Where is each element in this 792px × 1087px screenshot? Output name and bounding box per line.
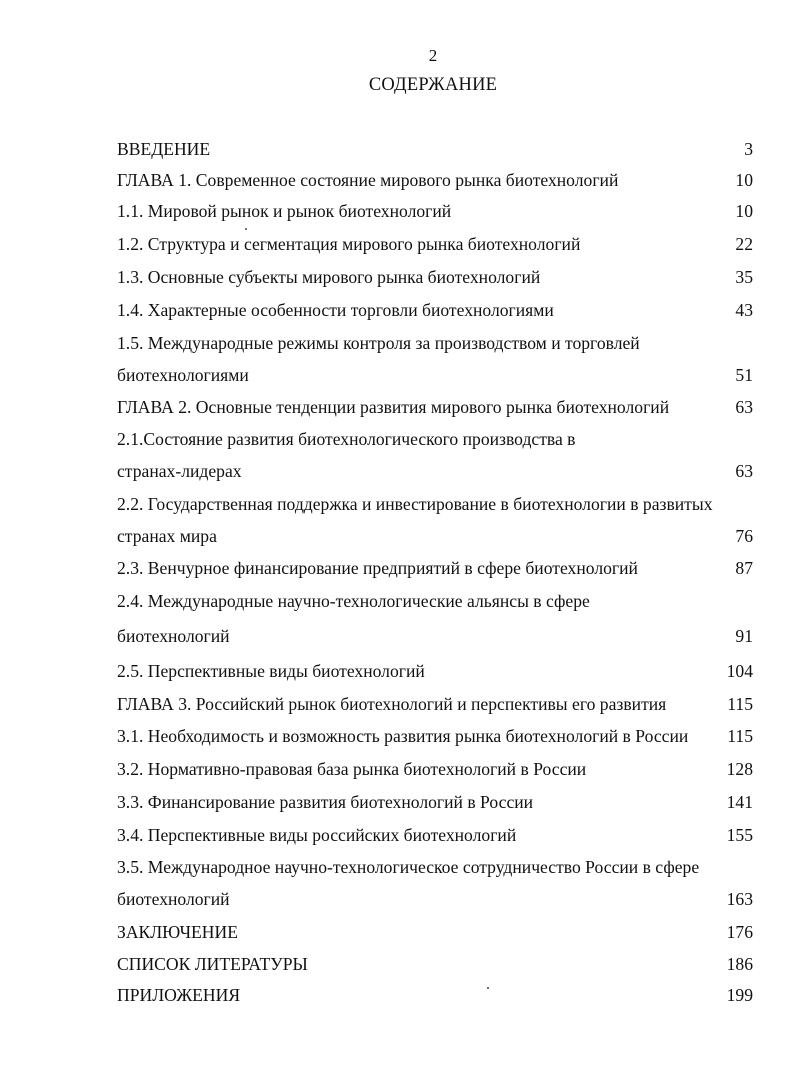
toc-entry-title: 2.5. Перспективные виды биотехнологий <box>117 661 425 681</box>
toc-entry-page: 163 <box>726 889 753 909</box>
toc-entry-title: ПРИЛОЖЕНИЯ <box>117 985 241 1005</box>
toc-entry-appendices[interactable] <box>117 983 753 1007</box>
toc-entry-title-continued: биотехнологий <box>117 889 230 909</box>
toc-entry-page: 91 <box>735 626 753 646</box>
toc-entry-page: 115 <box>727 694 753 714</box>
toc-entry-references[interactable] <box>117 952 753 976</box>
toc-entry-1-5-line-1[interactable] <box>117 331 753 355</box>
toc-entry-2-4-line-2[interactable] <box>117 624 753 648</box>
toc-entry-page: 141 <box>726 792 753 812</box>
toc-entry-3-1[interactable] <box>117 724 753 748</box>
toc-entry-page: 186 <box>726 954 753 974</box>
toc-entry-page: 176 <box>726 922 753 942</box>
toc-entry-title-continued: странах-лидерах <box>117 461 242 481</box>
toc-entry-title: 3.3. Финансирование развития биотехнологий в России <box>117 792 534 812</box>
page-number: 2 <box>428 46 438 65</box>
toc-entry-2-2-line-2[interactable] <box>117 524 753 548</box>
toc-entry-page: 3 <box>744 139 753 159</box>
toc-entry-title: ГЛАВА 1. Современное состояние мирового рынка биотехнологий <box>117 170 619 190</box>
toc-entry-page: 76 <box>735 526 753 546</box>
toc-entry-page: 51 <box>735 365 753 385</box>
scan-speck <box>487 987 489 989</box>
toc-entry-chapter-1[interactable] <box>117 168 753 192</box>
toc-entry-3-4[interactable] <box>117 823 753 847</box>
toc-entry-title-continued: странах мира <box>117 526 217 546</box>
toc-entry-title: 3.5. Международное научно-технологическое сотрудничество России в сфере <box>117 857 700 877</box>
toc-entry-2-3[interactable] <box>117 556 753 580</box>
toc-entry-title: ГЛАВА 2. Основные тенденции развития мирового рынка биотехнологий <box>117 397 670 417</box>
toc-entry-title: 2.2. Государственная поддержка и инвестирование в биотехнологии в развитых <box>117 494 713 514</box>
toc-entry-title: 2.1.Состояние развития биотехнологического производства в <box>117 429 576 449</box>
toc-entry-3-3[interactable] <box>117 790 753 814</box>
toc-entry-1-4[interactable] <box>117 298 753 322</box>
toc-entry-chapter-3[interactable] <box>117 692 753 716</box>
toc-entry-title-continued: биотехнологиями <box>117 365 249 385</box>
toc-entry-title: 2.3. Венчурное финансирование предприятий в сфере биотехнологий <box>117 558 638 578</box>
toc-entry-title: 3.2. Нормативно-правовая база рынка биотехнологий в России <box>117 759 587 779</box>
toc-entry-title: 2.4. Международные научно-технологические альянсы в сфере <box>117 591 590 611</box>
toc-entry-chapter-2[interactable] <box>117 395 753 419</box>
page-title: СОДЕРЖАНИЕ <box>368 75 498 95</box>
toc-entry-title: 1.4. Характерные особенности торговли биотехнологиями <box>117 300 554 320</box>
toc-entry-page: 199 <box>726 985 753 1005</box>
toc-entry-page: 87 <box>735 558 753 578</box>
toc-entry-conclusion[interactable] <box>117 920 753 944</box>
scan-speck <box>245 228 247 230</box>
toc-entry-3-5-line-2[interactable] <box>117 887 753 911</box>
toc-entry-page: 104 <box>726 661 753 681</box>
toc-entry-page: 155 <box>726 825 753 845</box>
toc-entry-page: 10 <box>735 170 753 190</box>
toc-entry-2-4-line-1[interactable] <box>117 589 753 613</box>
toc-entry-title: 1.2. Структура и сегментация мирового рынка биотехнологий <box>117 234 581 254</box>
toc-entry-title: ВВЕДЕНИЕ <box>117 139 211 159</box>
toc-entry-1-1[interactable] <box>117 199 753 223</box>
toc-entry-page: 63 <box>735 461 753 481</box>
toc-entry-2-1-line-2[interactable] <box>117 459 753 483</box>
toc-entry-3-2[interactable] <box>117 757 753 781</box>
toc-entry-page: 10 <box>735 201 753 221</box>
toc-entry-2-5[interactable] <box>117 659 753 683</box>
toc-entry-title: 1.3. Основные субъекты мирового рынка биотехнологий <box>117 267 541 287</box>
toc-entry-title-continued: биотехнологий <box>117 626 230 646</box>
toc-entry-2-2-line-1[interactable] <box>117 492 753 516</box>
toc-entry-title: 1.1. Мировой рынок и рынок биотехнологий <box>117 201 452 221</box>
toc-entry-page: 35 <box>735 267 753 287</box>
toc-entry-title: ГЛАВА 3. Российский рынок биотехнологий и перспективы его развития <box>117 694 667 714</box>
toc-entry-page: 115 <box>727 726 753 746</box>
toc-entry-title: 3.4. Перспективные виды российских биотехнологий <box>117 825 517 845</box>
toc-entry-page: 128 <box>726 759 753 779</box>
toc-entry-title: ЗАКЛЮЧЕНИЕ <box>117 922 238 942</box>
toc-entry-title: 1.5. Международные режимы контроля за производством и торговлей <box>117 333 640 353</box>
toc-entry-title: СПИСОК ЛИТЕРАТУРЫ <box>117 954 308 974</box>
toc-entry-3-5-line-1[interactable] <box>117 855 753 879</box>
toc-entry-page: 63 <box>735 397 753 417</box>
toc-entry-intro[interactable] <box>117 137 753 161</box>
toc-entry-title: 3.1. Необходимость и возможность развития рынка биотехнологий в России <box>117 726 689 746</box>
toc-entry-2-1-line-1[interactable] <box>117 427 753 451</box>
toc-entry-1-5-line-2[interactable] <box>117 363 753 387</box>
toc-entry-1-3[interactable] <box>117 265 753 289</box>
toc-entry-page: 22 <box>735 234 753 254</box>
toc-entry-1-2[interactable] <box>117 232 753 256</box>
toc-entry-page: 43 <box>735 300 753 320</box>
